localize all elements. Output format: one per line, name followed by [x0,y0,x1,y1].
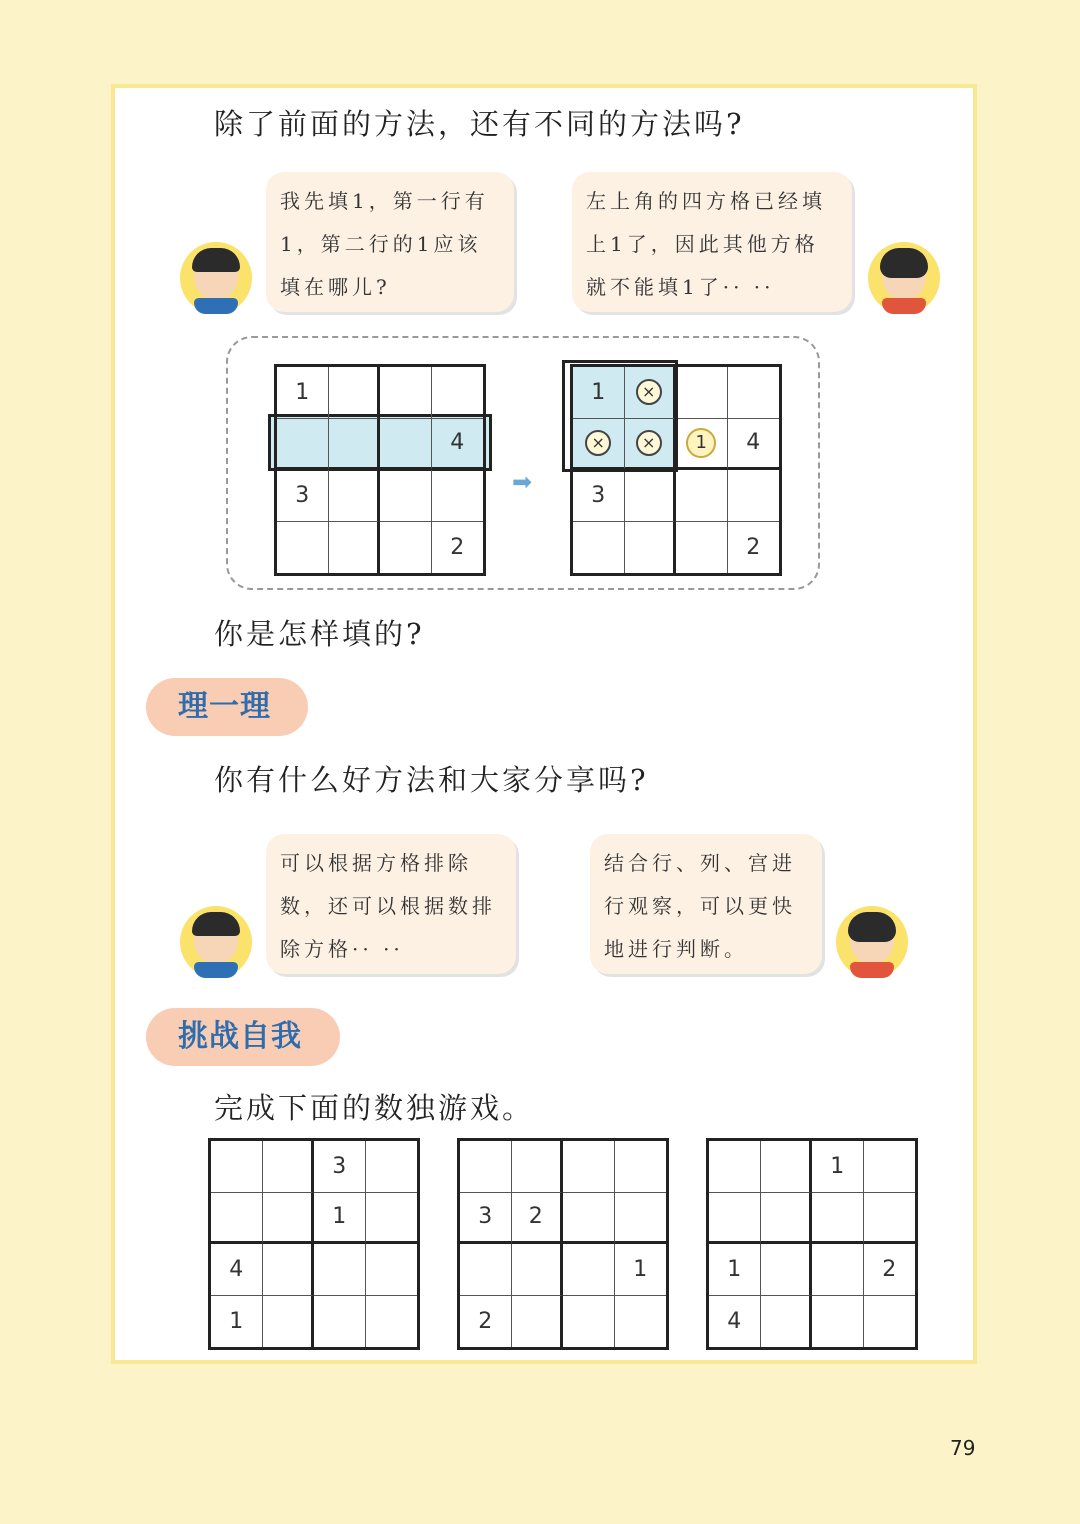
bubble-line: 就不能填1了·· ·· [586,275,775,299]
sudoku-cell[interactable] [563,1141,615,1193]
sudoku-cell[interactable] [211,1193,263,1245]
sudoku-cell[interactable] [366,1193,418,1245]
sudoku-cell[interactable] [864,1193,916,1245]
cell-value: 3 [478,1204,493,1230]
bubble-line: 可以根据方格排除 [280,851,472,875]
cell-value: 3 [591,482,606,508]
question-alt-method: 除了前面的方法，还有不同的方法吗? [214,107,745,141]
cell-value: 2 [528,1204,543,1230]
sudoku-puzzle-2 [457,1138,669,1350]
speech-bubble-girl-2 [590,834,822,974]
boy-avatar-icon [180,242,252,314]
cell-value: 3 [295,482,310,508]
sudoku-cell [573,522,625,574]
task-instruction: 完成下面的数独游戏。 [214,1091,535,1125]
sudoku-cell[interactable] [366,1244,418,1296]
cell-value: 1 [591,379,606,405]
section-label-challenge: 挑战自我 [146,1008,340,1066]
sudoku-cell[interactable] [709,1296,761,1348]
sudoku-cell [329,522,381,574]
sudoku-cell [728,419,780,471]
sudoku-cell[interactable] [366,1296,418,1348]
speech-bubble-girl-1 [572,172,852,312]
sudoku-cell [277,419,329,471]
sudoku-cell [676,470,728,522]
sudoku-cell[interactable] [211,1141,263,1193]
sudoku-cell[interactable] [812,1141,864,1193]
sudoku-cell[interactable] [761,1296,813,1348]
sudoku-cell [432,470,484,522]
sudoku-cell[interactable] [761,1244,813,1296]
cross-circle-icon: × [636,379,662,405]
sudoku-cell[interactable] [615,1296,667,1348]
cell-value: 1 [830,1153,845,1179]
sudoku-puzzle-3 [706,1138,918,1350]
sudoku-example-right [570,364,782,576]
girl-avatar-icon [868,242,940,314]
cell-value: 4 [450,430,465,456]
sudoku-cell [380,470,432,522]
sudoku-cell [625,367,677,419]
sudoku-cell[interactable] [512,1244,564,1296]
sudoku-cell[interactable] [709,1141,761,1193]
sudoku-cell [432,419,484,471]
sudoku-cell [432,367,484,419]
cell-value: 2 [882,1256,897,1282]
sudoku-cell [277,470,329,522]
sudoku-cell[interactable] [812,1193,864,1245]
sudoku-cell [676,419,728,471]
sudoku-cell[interactable] [211,1244,263,1296]
sudoku-cell[interactable] [615,1141,667,1193]
sudoku-cell [676,522,728,574]
sudoku-cell[interactable] [263,1244,315,1296]
cell-value: 1 [332,1204,347,1230]
sudoku-cell[interactable] [563,1296,615,1348]
cell-value: 2 [478,1308,493,1334]
sudoku-cell[interactable] [709,1244,761,1296]
sudoku-cell[interactable] [864,1296,916,1348]
sudoku-cell[interactable] [812,1296,864,1348]
sudoku-cell [329,367,381,419]
cell-value: 2 [746,534,761,560]
question-how-filled: 你是怎样填的? [214,617,425,651]
sudoku-cell[interactable] [211,1296,263,1348]
sudoku-cell [728,470,780,522]
bubble-line: 结合行、列、宫进 [604,851,796,875]
bubble-line: 填在哪儿? [280,275,391,299]
cell-value: 1 [633,1256,648,1282]
sudoku-cell[interactable] [314,1296,366,1348]
sudoku-cell [573,367,625,419]
bubble-line: 地进行判断。 [604,937,748,961]
cell-value: 4 [727,1308,742,1334]
sudoku-cell[interactable] [460,1193,512,1245]
bubble-line: 左上角的四方格已经填 [586,189,826,213]
sudoku-example-left [274,364,486,576]
sudoku-cell[interactable] [563,1193,615,1245]
sudoku-cell[interactable] [263,1193,315,1245]
sudoku-cell [573,470,625,522]
sudoku-cell[interactable] [864,1141,916,1193]
sudoku-cell [380,367,432,419]
page-number: 79 [950,1436,976,1460]
sudoku-cell [625,522,677,574]
sudoku-cell[interactable] [761,1193,813,1245]
section-label-review: 理一理 [146,678,308,736]
boy-avatar-icon [180,906,252,978]
sudoku-cell[interactable] [615,1244,667,1296]
sudoku-cell [329,419,381,471]
sudoku-cell [329,470,381,522]
sudoku-cell[interactable] [263,1141,315,1193]
bubble-line: 上1了，因此其他方格 [586,232,819,256]
sudoku-cell[interactable] [314,1193,366,1245]
sudoku-cell [625,419,677,471]
sudoku-cell[interactable] [263,1296,315,1348]
cell-value: 4 [746,430,761,456]
sudoku-cell [573,419,625,471]
speech-bubble-boy-2 [266,834,516,974]
sudoku-cell[interactable] [366,1141,418,1193]
bubble-line: 我先填1，第一行有 [280,189,489,213]
sudoku-cell [728,367,780,419]
cell-value: 2 [450,534,465,560]
sudoku-cell[interactable] [615,1193,667,1245]
bubble-line: 行观察，可以更快 [604,894,796,918]
cross-circle-icon: × [585,430,611,456]
sudoku-cell [277,522,329,574]
sudoku-cell[interactable] [460,1244,512,1296]
sudoku-cell[interactable] [761,1141,813,1193]
cell-value: 4 [229,1256,244,1282]
cross-circle-icon: × [636,430,662,456]
sudoku-cell[interactable] [563,1244,615,1296]
sudoku-cell[interactable] [512,1296,564,1348]
sudoku-cell [380,522,432,574]
sudoku-cell[interactable] [864,1244,916,1296]
sudoku-cell [676,367,728,419]
cell-value: 1 [229,1308,244,1334]
girl-avatar-icon [836,906,908,978]
right-arrow-icon: ➡ [512,468,533,496]
question-share: 你有什么好方法和大家分享吗? [214,763,649,797]
sudoku-cell [728,522,780,574]
sudoku-cell[interactable] [460,1296,512,1348]
circled-number: 1 [686,428,716,458]
sudoku-cell [625,470,677,522]
cell-value: 1 [295,379,310,405]
speech-bubble-boy-1 [266,172,514,312]
sudoku-cell[interactable] [709,1193,761,1245]
cell-value: 3 [332,1153,347,1179]
sudoku-cell[interactable] [314,1141,366,1193]
sudoku-cell[interactable] [812,1244,864,1296]
sudoku-cell[interactable] [512,1193,564,1245]
sudoku-cell[interactable] [460,1141,512,1193]
sudoku-cell [277,367,329,419]
sudoku-puzzle-1 [208,1138,420,1350]
sudoku-cell[interactable] [314,1244,366,1296]
bubble-line: 数，还可以根据数排 [280,894,496,918]
sudoku-cell [380,419,432,471]
bubble-line: 1，第二行的1应该 [280,232,482,256]
sudoku-cell[interactable] [512,1141,564,1193]
bubble-line: 除方格·· ·· [280,937,404,961]
sudoku-cell [432,522,484,574]
cell-value: 1 [727,1256,742,1282]
